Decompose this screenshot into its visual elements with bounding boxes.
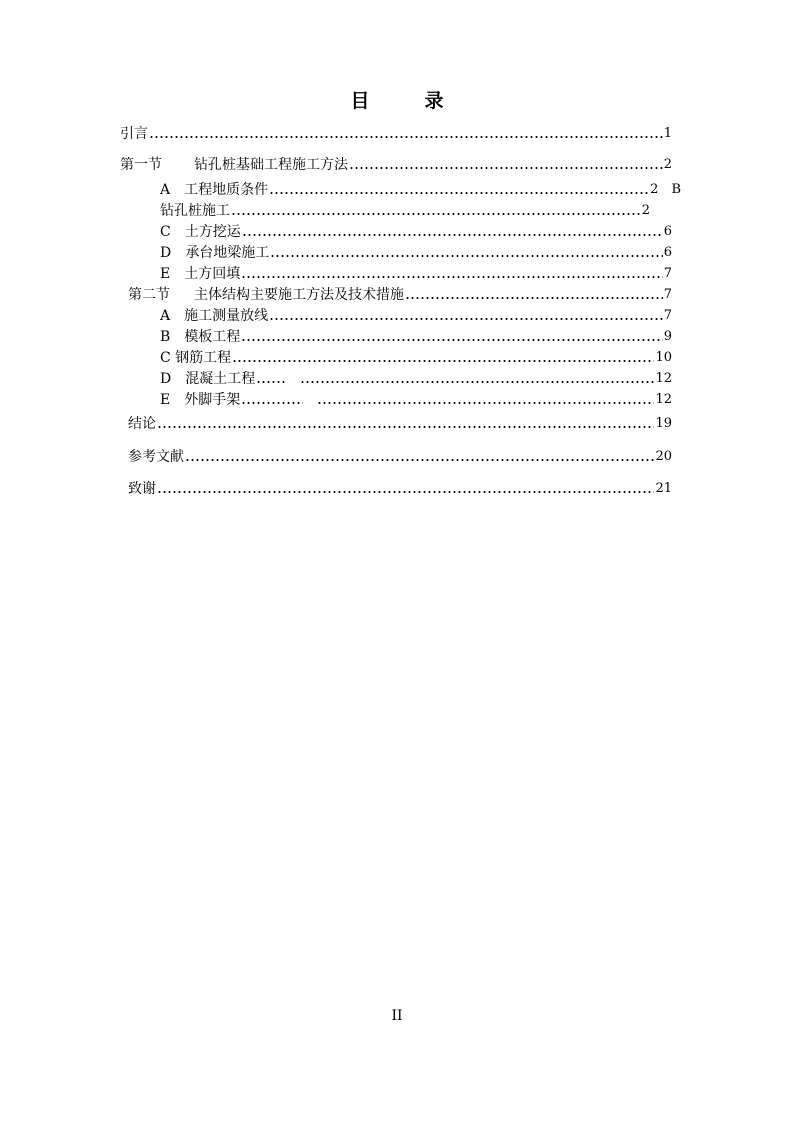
toc-leader	[157, 426, 654, 428]
toc-leader	[269, 192, 649, 194]
toc-leader	[405, 297, 663, 299]
toc-entry-section-1-b[interactable]	[160, 201, 650, 221]
toc-leader	[241, 402, 303, 404]
toc-entry-conclusion[interactable]	[128, 414, 672, 434]
toc-label: C 土方挖运	[160, 224, 241, 240]
toc-entry-section-2-a[interactable]	[160, 306, 672, 326]
toc-label: 致谢	[128, 481, 156, 497]
toc-section-number: 第一节	[120, 157, 162, 173]
toc-leader	[242, 234, 663, 236]
toc-entry-thanks[interactable]	[128, 479, 672, 499]
toc-entry-references[interactable]	[128, 447, 672, 467]
toc-leader	[231, 213, 641, 215]
toc-entry-section-2-d[interactable]	[160, 369, 672, 389]
toc-page: 6	[663, 245, 672, 260]
toc-leader	[317, 402, 654, 404]
toc-page: 9	[663, 329, 672, 344]
toc-entry-section-1-c[interactable]	[160, 222, 672, 242]
toc-label: D 承台地梁施工	[160, 245, 270, 261]
toc-leader	[241, 339, 662, 341]
toc-entry-section-1-d[interactable]	[160, 243, 672, 263]
toc-page: 1	[663, 126, 672, 141]
toc-leader	[270, 255, 662, 257]
toc-entry-section-2[interactable]	[128, 285, 672, 305]
toc-label: B 模板工程	[160, 329, 241, 345]
toc-leader	[157, 491, 654, 493]
toc-page: 12	[655, 392, 672, 407]
toc-page: 12	[655, 371, 672, 386]
toc-entry-section-1[interactable]	[120, 155, 672, 175]
toc-page: 20	[655, 449, 672, 464]
toc-page: 7	[663, 308, 672, 323]
page-number: II	[391, 1008, 403, 1024]
toc-label: 主体结构主要施工方法及技术措施	[194, 287, 404, 303]
toc-page: 21	[655, 481, 672, 496]
toc-page: 7	[663, 266, 672, 281]
toc-label: 钻孔桩施工	[160, 203, 230, 219]
toc-page: 2	[663, 157, 672, 172]
toc-label: 结论	[128, 416, 156, 432]
toc-entry-section-1-e[interactable]	[160, 264, 672, 284]
toc-label: 参考文献	[128, 449, 184, 465]
toc-label: 引言	[120, 126, 148, 142]
toc-leader	[185, 459, 654, 461]
toc-leader	[232, 360, 654, 362]
toc-page: 10	[655, 350, 672, 365]
toc-page: 6	[663, 224, 672, 239]
toc-section-number: 第二节	[128, 287, 170, 303]
toc-label: 钻孔桩基础工程施工方法	[194, 157, 348, 173]
toc-entry-section-2-b[interactable]	[160, 327, 672, 347]
toc-entry-section-2-e[interactable]	[160, 390, 672, 410]
toc-entry-section-2-c[interactable]	[160, 348, 672, 368]
toc-label: D 混凝土工程	[160, 371, 256, 387]
toc-label: E 外脚手架	[160, 392, 241, 408]
toc-leader	[349, 167, 663, 169]
toc-page: 7	[663, 287, 672, 302]
toc-label: A 施工测量放线	[160, 308, 269, 324]
toc-page: 19	[655, 416, 672, 431]
toc-page: 2 B	[650, 182, 681, 197]
toc-leader	[241, 276, 662, 278]
toc-entry-intro[interactable]	[120, 124, 672, 144]
toc-entry-section-1-a[interactable]	[160, 180, 681, 200]
toc-leader	[149, 136, 663, 138]
toc-label: E 土方回填	[160, 266, 241, 282]
toc-label: A 工程地质条件	[160, 182, 269, 198]
toc-label: C 钢筋工程	[160, 350, 232, 366]
page-title: 目 录	[350, 90, 462, 112]
toc-page: 2	[641, 203, 650, 218]
toc-leader	[256, 381, 286, 383]
toc-leader	[269, 318, 663, 320]
toc-leader	[300, 381, 654, 383]
